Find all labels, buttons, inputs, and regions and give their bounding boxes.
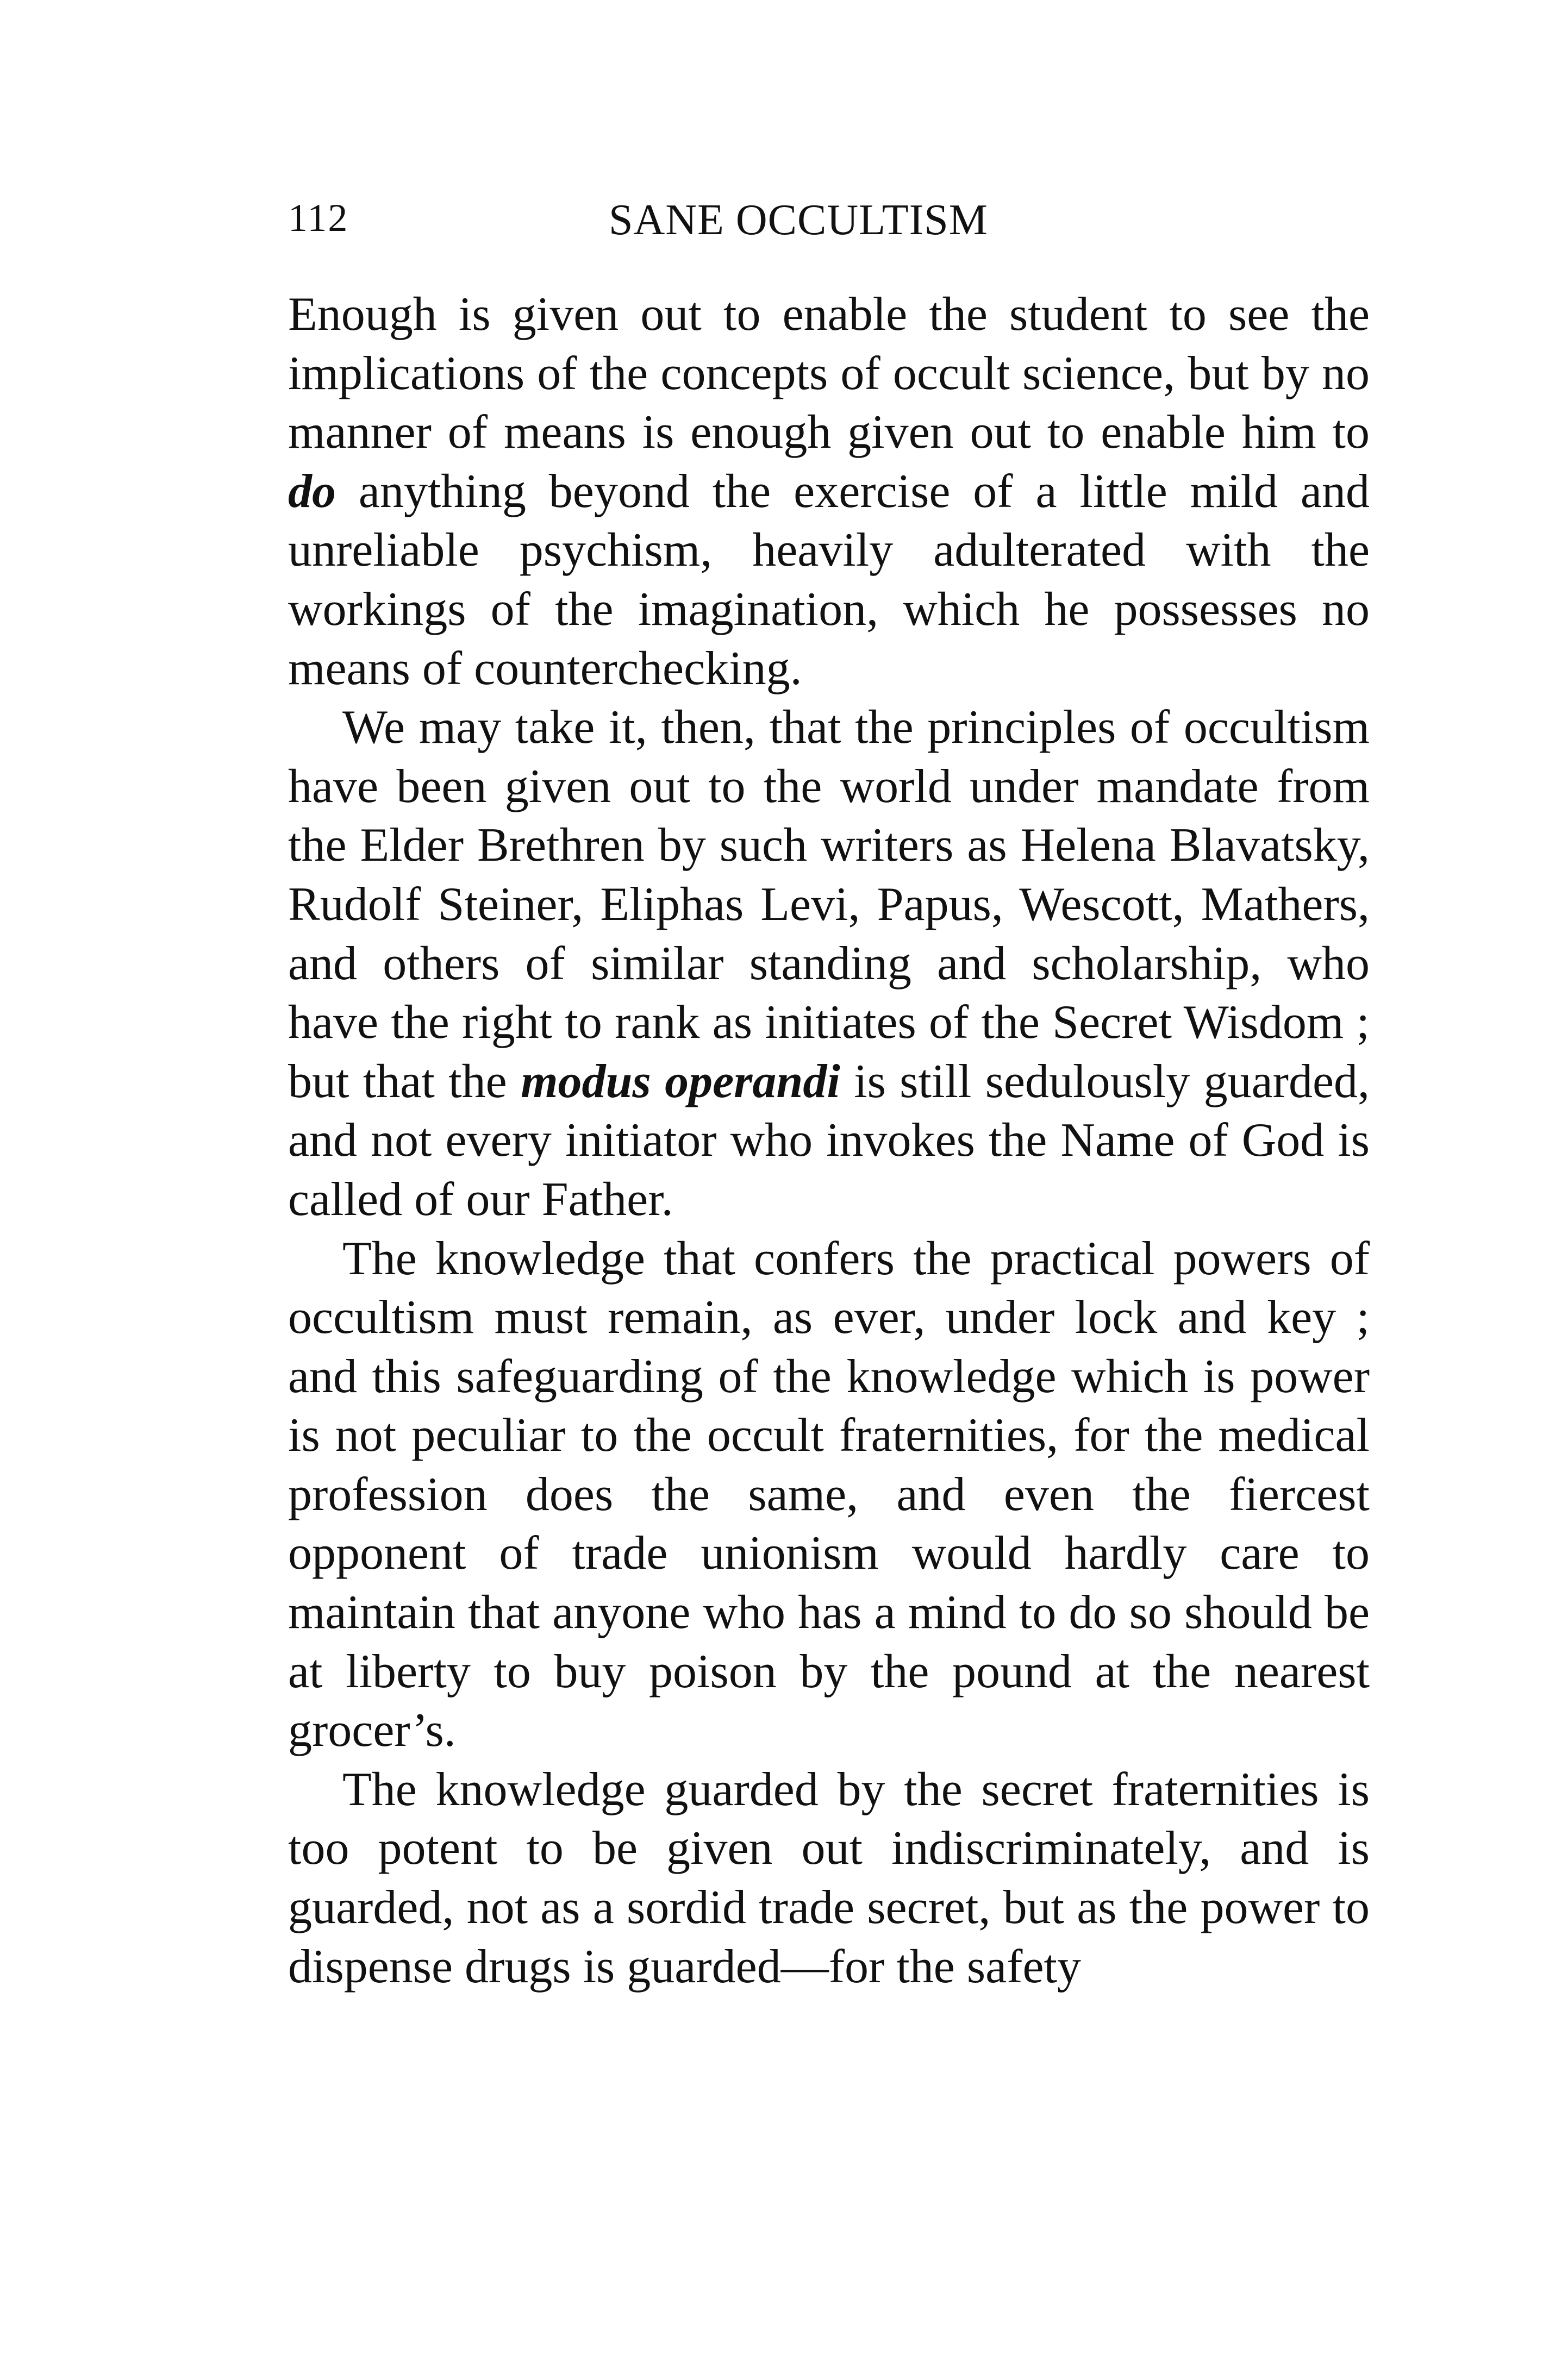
body-text xyxy=(288,285,1370,1996)
text-run: is still sedulously guarded, and not every initiator who invokes the Name of God is called of our Father. xyxy=(288,1055,1370,1226)
text-run: We may take it, then, that the principles of occultism have been given out to the world under mandate from the Elder Brethren by such writers as Helena Blavatsky, Rudolf Steiner, Eliphas Levi, Papus, Wescott, Mathers, and others of similar standing and scholarship, who have the right to rank as initiates of the Secret Wisdom ; but that the xyxy=(288,701,1370,1108)
text-run: Enough is given out to enable the student to see the implications of the concepts of occult science, but by no manner of means is enough given out to enable him to xyxy=(288,288,1370,459)
page-number: 112 xyxy=(288,196,349,240)
paragraph: The knowledge that confers the practical powers of occultism must remain, as ever, under lock and key ; and this safeguarding of the knowledge which is power is not peculiar to the occult fraternities, for the medical profession does the same, and even the fiercest opponent of trade unionism would hardly care to maintain that anyone who has a mind to do so should be at liberty to buy poison by the pound at the nearest grocer’s. xyxy=(288,1232,1370,1757)
page-header xyxy=(288,196,1370,255)
italic-run: modus operandi xyxy=(521,1055,840,1108)
italic-run: do xyxy=(288,465,336,518)
paragraph: The knowledge guarded by the secret fraternities is too potent to be given out indiscriminately, and is guarded, not as a sordid trade secret, but as the power to dispense drugs is guarded—for the safety xyxy=(288,1763,1370,1993)
text-run: anything beyond the exercise of a little mild and unreliable psychism, heavily adulterated with the workings of the imagination, which he possesses no means of counterchecking. xyxy=(288,465,1370,695)
paragraph xyxy=(288,698,1370,1229)
paragraph xyxy=(288,285,1370,698)
running-head: SANE OCCULTISM xyxy=(609,196,988,244)
